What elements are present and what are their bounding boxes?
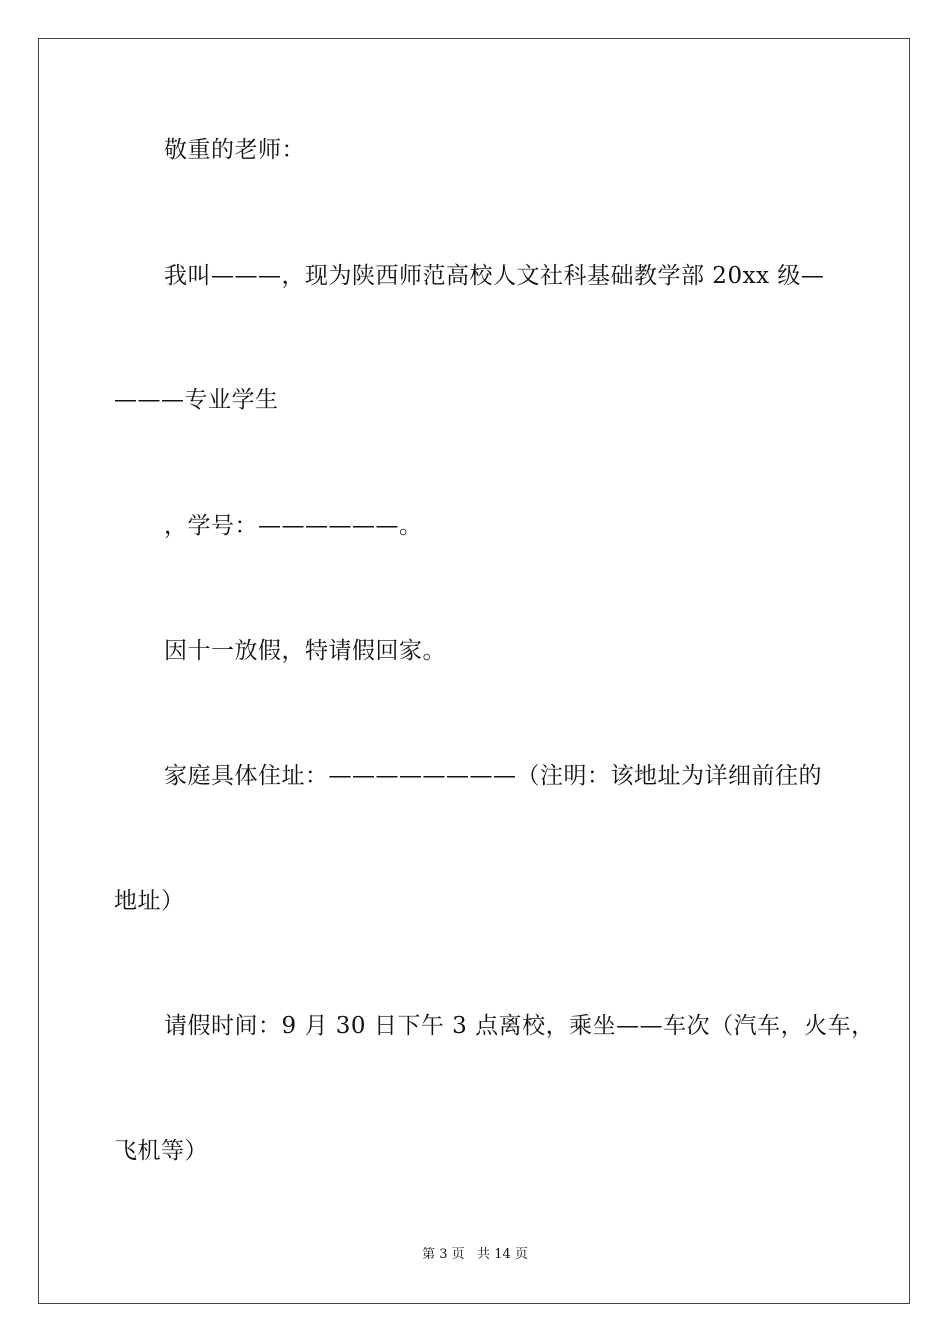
leave-time-line-1: 请假时间：9 月 30 日下午 3 点离校，乘坐——车次（汽车，火车， (164, 1013, 875, 1039)
page-number-footer: 第 3 页 共 14 页 (422, 1247, 528, 1262)
address-line-2: 地址） (114, 888, 185, 914)
salutation: 敬重的老师： (164, 137, 305, 163)
paragraph-intro-line-2: ———专业学生 (114, 387, 279, 413)
reason-line: 因十一放假，特请假回家。 (164, 638, 446, 664)
address-line-1: 家庭具体住址：————————（注明：该地址为详细前往的 (164, 763, 822, 789)
paragraph-intro-line-1: 我叫———，现为陕西师范高校人文社科基础教学部 20xx 级— (164, 263, 825, 289)
leave-time-line-2: 飞机等） (114, 1138, 208, 1164)
page-border (38, 38, 910, 1304)
student-id-line: ，学号：——————。 (164, 513, 423, 539)
